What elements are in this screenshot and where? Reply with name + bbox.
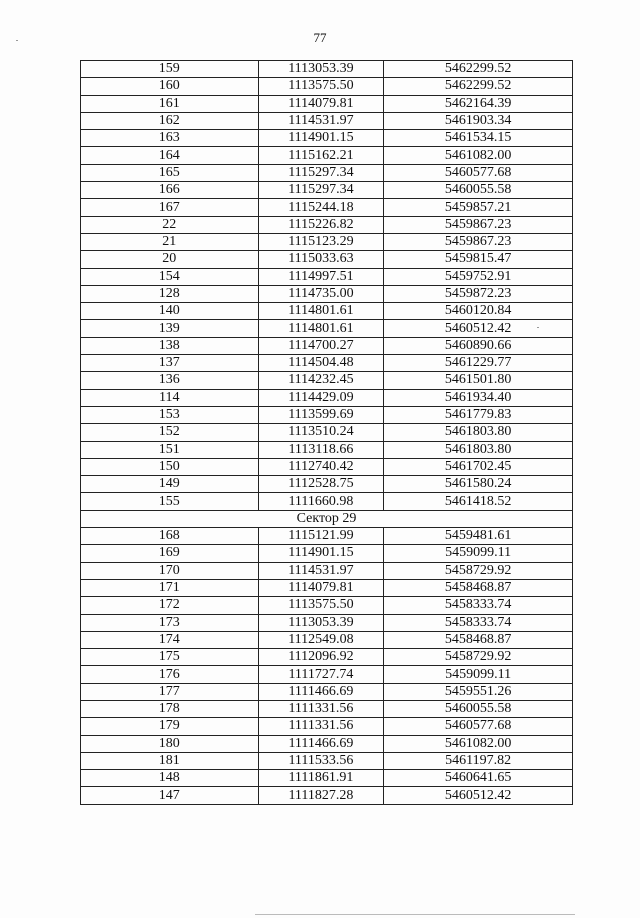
point-number: 138 <box>81 337 259 354</box>
point-number: 139 <box>81 320 259 337</box>
coordinate-y: 5460890.66 <box>384 337 573 354</box>
table-row <box>81 320 573 337</box>
coordinate-x: 1115297.34 <box>258 182 384 199</box>
coordinate-x: 1113575.50 <box>258 597 384 614</box>
point-number: 114 <box>81 389 259 406</box>
point-number: 180 <box>81 735 259 752</box>
scan-artifact <box>537 327 539 328</box>
coordinate-x: 1114801.61 <box>258 320 384 337</box>
coordinate-y: 5462299.52 <box>384 61 573 78</box>
coordinate-y: 5461418.52 <box>384 493 573 510</box>
coordinate-y: 5458333.74 <box>384 614 573 631</box>
coordinate-x: 1115226.82 <box>258 216 384 233</box>
page-number: 77 <box>313 30 327 45</box>
table-row <box>81 666 573 683</box>
coordinate-x: 1112549.08 <box>258 631 384 648</box>
coordinate-y: 5459815.47 <box>384 251 573 268</box>
coordinate-y: 5461934.40 <box>384 389 573 406</box>
coordinate-x: 1113118.66 <box>258 441 384 458</box>
point-number: 147 <box>81 787 259 804</box>
point-number: 155 <box>81 493 259 510</box>
coordinate-y: 5461082.00 <box>384 735 573 752</box>
coordinate-y: 5462299.52 <box>384 78 573 95</box>
coordinate-x: 1111727.74 <box>258 666 384 683</box>
coordinate-y: 5459867.23 <box>384 233 573 250</box>
coordinate-y: 5460512.42 <box>384 320 573 337</box>
coordinate-y: 5458333.74 <box>384 597 573 614</box>
table-row <box>81 372 573 389</box>
coordinate-x: 1113053.39 <box>258 61 384 78</box>
coordinates-table-body-a <box>81 61 573 511</box>
coordinate-y: 5460577.68 <box>384 164 573 181</box>
table-row <box>81 441 573 458</box>
point-number: 171 <box>81 579 259 596</box>
coordinate-y: 5461903.34 <box>384 112 573 129</box>
point-number: 165 <box>81 164 259 181</box>
coordinate-x: 1114901.15 <box>258 545 384 562</box>
coordinate-x: 1114079.81 <box>258 95 384 112</box>
coordinate-x: 1111660.98 <box>258 493 384 510</box>
table-row <box>81 562 573 579</box>
coordinate-x: 1114232.45 <box>258 372 384 389</box>
table-row <box>81 752 573 769</box>
table-row <box>81 579 573 596</box>
point-number: 136 <box>81 372 259 389</box>
point-number: 140 <box>81 303 259 320</box>
coordinate-x: 1115121.99 <box>258 528 384 545</box>
coordinate-y: 5460055.58 <box>384 182 573 199</box>
table-row <box>81 355 573 372</box>
point-number: 162 <box>81 112 259 129</box>
table-row <box>81 683 573 700</box>
coordinate-x: 1114801.61 <box>258 303 384 320</box>
table-row <box>81 147 573 164</box>
coordinate-y: 5461197.82 <box>384 752 573 769</box>
point-number: 175 <box>81 649 259 666</box>
table-row <box>81 700 573 717</box>
coordinate-y: 5461501.80 <box>384 372 573 389</box>
table-row <box>81 61 573 78</box>
coordinate-y: 5459872.23 <box>384 285 573 302</box>
coordinate-y: 5460512.42 <box>384 787 573 804</box>
coordinate-y: 5459551.26 <box>384 683 573 700</box>
coordinate-y: 5458468.87 <box>384 579 573 596</box>
coordinate-y: 5460641.65 <box>384 770 573 787</box>
coordinate-x: 1111466.69 <box>258 735 384 752</box>
point-number: 159 <box>81 61 259 78</box>
coordinate-y: 5461702.45 <box>384 458 573 475</box>
table-row <box>81 493 573 510</box>
point-number: 151 <box>81 441 259 458</box>
point-number: 153 <box>81 406 259 423</box>
point-number: 176 <box>81 666 259 683</box>
point-number: 173 <box>81 614 259 631</box>
coordinate-x: 1114700.27 <box>258 337 384 354</box>
table-row <box>81 216 573 233</box>
coordinate-y: 5460120.84 <box>384 303 573 320</box>
coordinate-y: 5459099.11 <box>384 666 573 683</box>
point-number: 163 <box>81 130 259 147</box>
coordinate-x: 1115244.18 <box>258 199 384 216</box>
coordinate-x: 1111466.69 <box>258 683 384 700</box>
coordinate-x: 1112740.42 <box>258 458 384 475</box>
coordinate-x: 1114735.00 <box>258 285 384 302</box>
table-row <box>81 614 573 631</box>
coordinate-x: 1111861.91 <box>258 770 384 787</box>
point-number: 170 <box>81 562 259 579</box>
coordinate-y: 5461803.80 <box>384 424 573 441</box>
coordinate-x: 1114079.81 <box>258 579 384 596</box>
point-number: 178 <box>81 700 259 717</box>
table-row <box>81 268 573 285</box>
scan-artifact <box>16 40 18 41</box>
point-number: 128 <box>81 285 259 302</box>
table-row <box>81 78 573 95</box>
point-number: 181 <box>81 752 259 769</box>
sector-header-row <box>81 510 573 527</box>
point-number: 21 <box>81 233 259 250</box>
table-row <box>81 528 573 545</box>
table-row <box>81 95 573 112</box>
coordinates-table-body-b <box>81 528 573 805</box>
scan-artifact-line <box>255 914 575 915</box>
coordinate-y: 5461082.00 <box>384 147 573 164</box>
coordinate-y: 5462164.39 <box>384 95 573 112</box>
table-row <box>81 424 573 441</box>
point-number: 22 <box>81 216 259 233</box>
coordinate-y: 5459867.23 <box>384 216 573 233</box>
coordinate-x: 1113575.50 <box>258 78 384 95</box>
point-number: 179 <box>81 718 259 735</box>
coordinate-y: 5458729.92 <box>384 562 573 579</box>
coordinate-x: 1111331.56 <box>258 718 384 735</box>
coordinate-y: 5461803.80 <box>384 441 573 458</box>
coordinate-x: 1114531.97 <box>258 112 384 129</box>
point-number: 148 <box>81 770 259 787</box>
point-number: 174 <box>81 631 259 648</box>
coordinate-x: 1112096.92 <box>258 649 384 666</box>
coordinate-x: 1113599.69 <box>258 406 384 423</box>
point-number: 150 <box>81 458 259 475</box>
point-number: 164 <box>81 147 259 164</box>
sector-label: Сектор 29 <box>81 510 573 527</box>
point-number: 20 <box>81 251 259 268</box>
coordinate-x: 1114531.97 <box>258 562 384 579</box>
coordinate-x: 1115123.29 <box>258 233 384 250</box>
coordinate-x: 1113053.39 <box>258 614 384 631</box>
table-row <box>81 199 573 216</box>
point-number: 167 <box>81 199 259 216</box>
table-row <box>81 631 573 648</box>
sector-header-group <box>81 510 573 527</box>
coordinate-y: 5460055.58 <box>384 700 573 717</box>
table-row <box>81 718 573 735</box>
table-row <box>81 476 573 493</box>
point-number: 137 <box>81 355 259 372</box>
table-row <box>81 251 573 268</box>
table-row <box>81 787 573 804</box>
table-row <box>81 406 573 423</box>
table-row <box>81 285 573 302</box>
coordinate-x: 1113510.24 <box>258 424 384 441</box>
point-number: 161 <box>81 95 259 112</box>
table-row <box>81 649 573 666</box>
coordinate-y: 5461580.24 <box>384 476 573 493</box>
coordinate-x: 1114429.09 <box>258 389 384 406</box>
coordinates-table <box>80 60 573 805</box>
coordinate-x: 1115033.63 <box>258 251 384 268</box>
coordinate-y: 5461229.77 <box>384 355 573 372</box>
table-row <box>81 112 573 129</box>
coordinate-y: 5459857.21 <box>384 199 573 216</box>
table-row <box>81 735 573 752</box>
coordinate-x: 1115297.34 <box>258 164 384 181</box>
point-number: 166 <box>81 182 259 199</box>
point-number: 152 <box>81 424 259 441</box>
table-row <box>81 182 573 199</box>
coordinate-y: 5461534.15 <box>384 130 573 147</box>
table-row <box>81 545 573 562</box>
coordinate-x: 1114504.48 <box>258 355 384 372</box>
table-row <box>81 130 573 147</box>
coordinate-y: 5459481.61 <box>384 528 573 545</box>
table-row <box>81 233 573 250</box>
table-row <box>81 770 573 787</box>
coordinate-y: 5458468.87 <box>384 631 573 648</box>
table-row <box>81 303 573 320</box>
point-number: 149 <box>81 476 259 493</box>
coordinate-y: 5459752.91 <box>384 268 573 285</box>
coordinate-y: 5461779.83 <box>384 406 573 423</box>
coordinate-x: 1112528.75 <box>258 476 384 493</box>
point-number: 168 <box>81 528 259 545</box>
point-number: 172 <box>81 597 259 614</box>
table-row <box>81 337 573 354</box>
coordinate-x: 1114997.51 <box>258 268 384 285</box>
coordinate-x: 1111331.56 <box>258 700 384 717</box>
table-row <box>81 597 573 614</box>
point-number: 169 <box>81 545 259 562</box>
point-number: 154 <box>81 268 259 285</box>
coordinate-y: 5459099.11 <box>384 545 573 562</box>
table-row <box>81 164 573 181</box>
coordinate-x: 1114901.15 <box>258 130 384 147</box>
coordinate-x: 1111827.28 <box>258 787 384 804</box>
coordinate-y: 5458729.92 <box>384 649 573 666</box>
coordinate-x: 1115162.21 <box>258 147 384 164</box>
table-row <box>81 458 573 475</box>
coordinate-x: 1111533.56 <box>258 752 384 769</box>
point-number: 177 <box>81 683 259 700</box>
coordinate-y: 5460577.68 <box>384 718 573 735</box>
point-number: 160 <box>81 78 259 95</box>
table-row <box>81 389 573 406</box>
